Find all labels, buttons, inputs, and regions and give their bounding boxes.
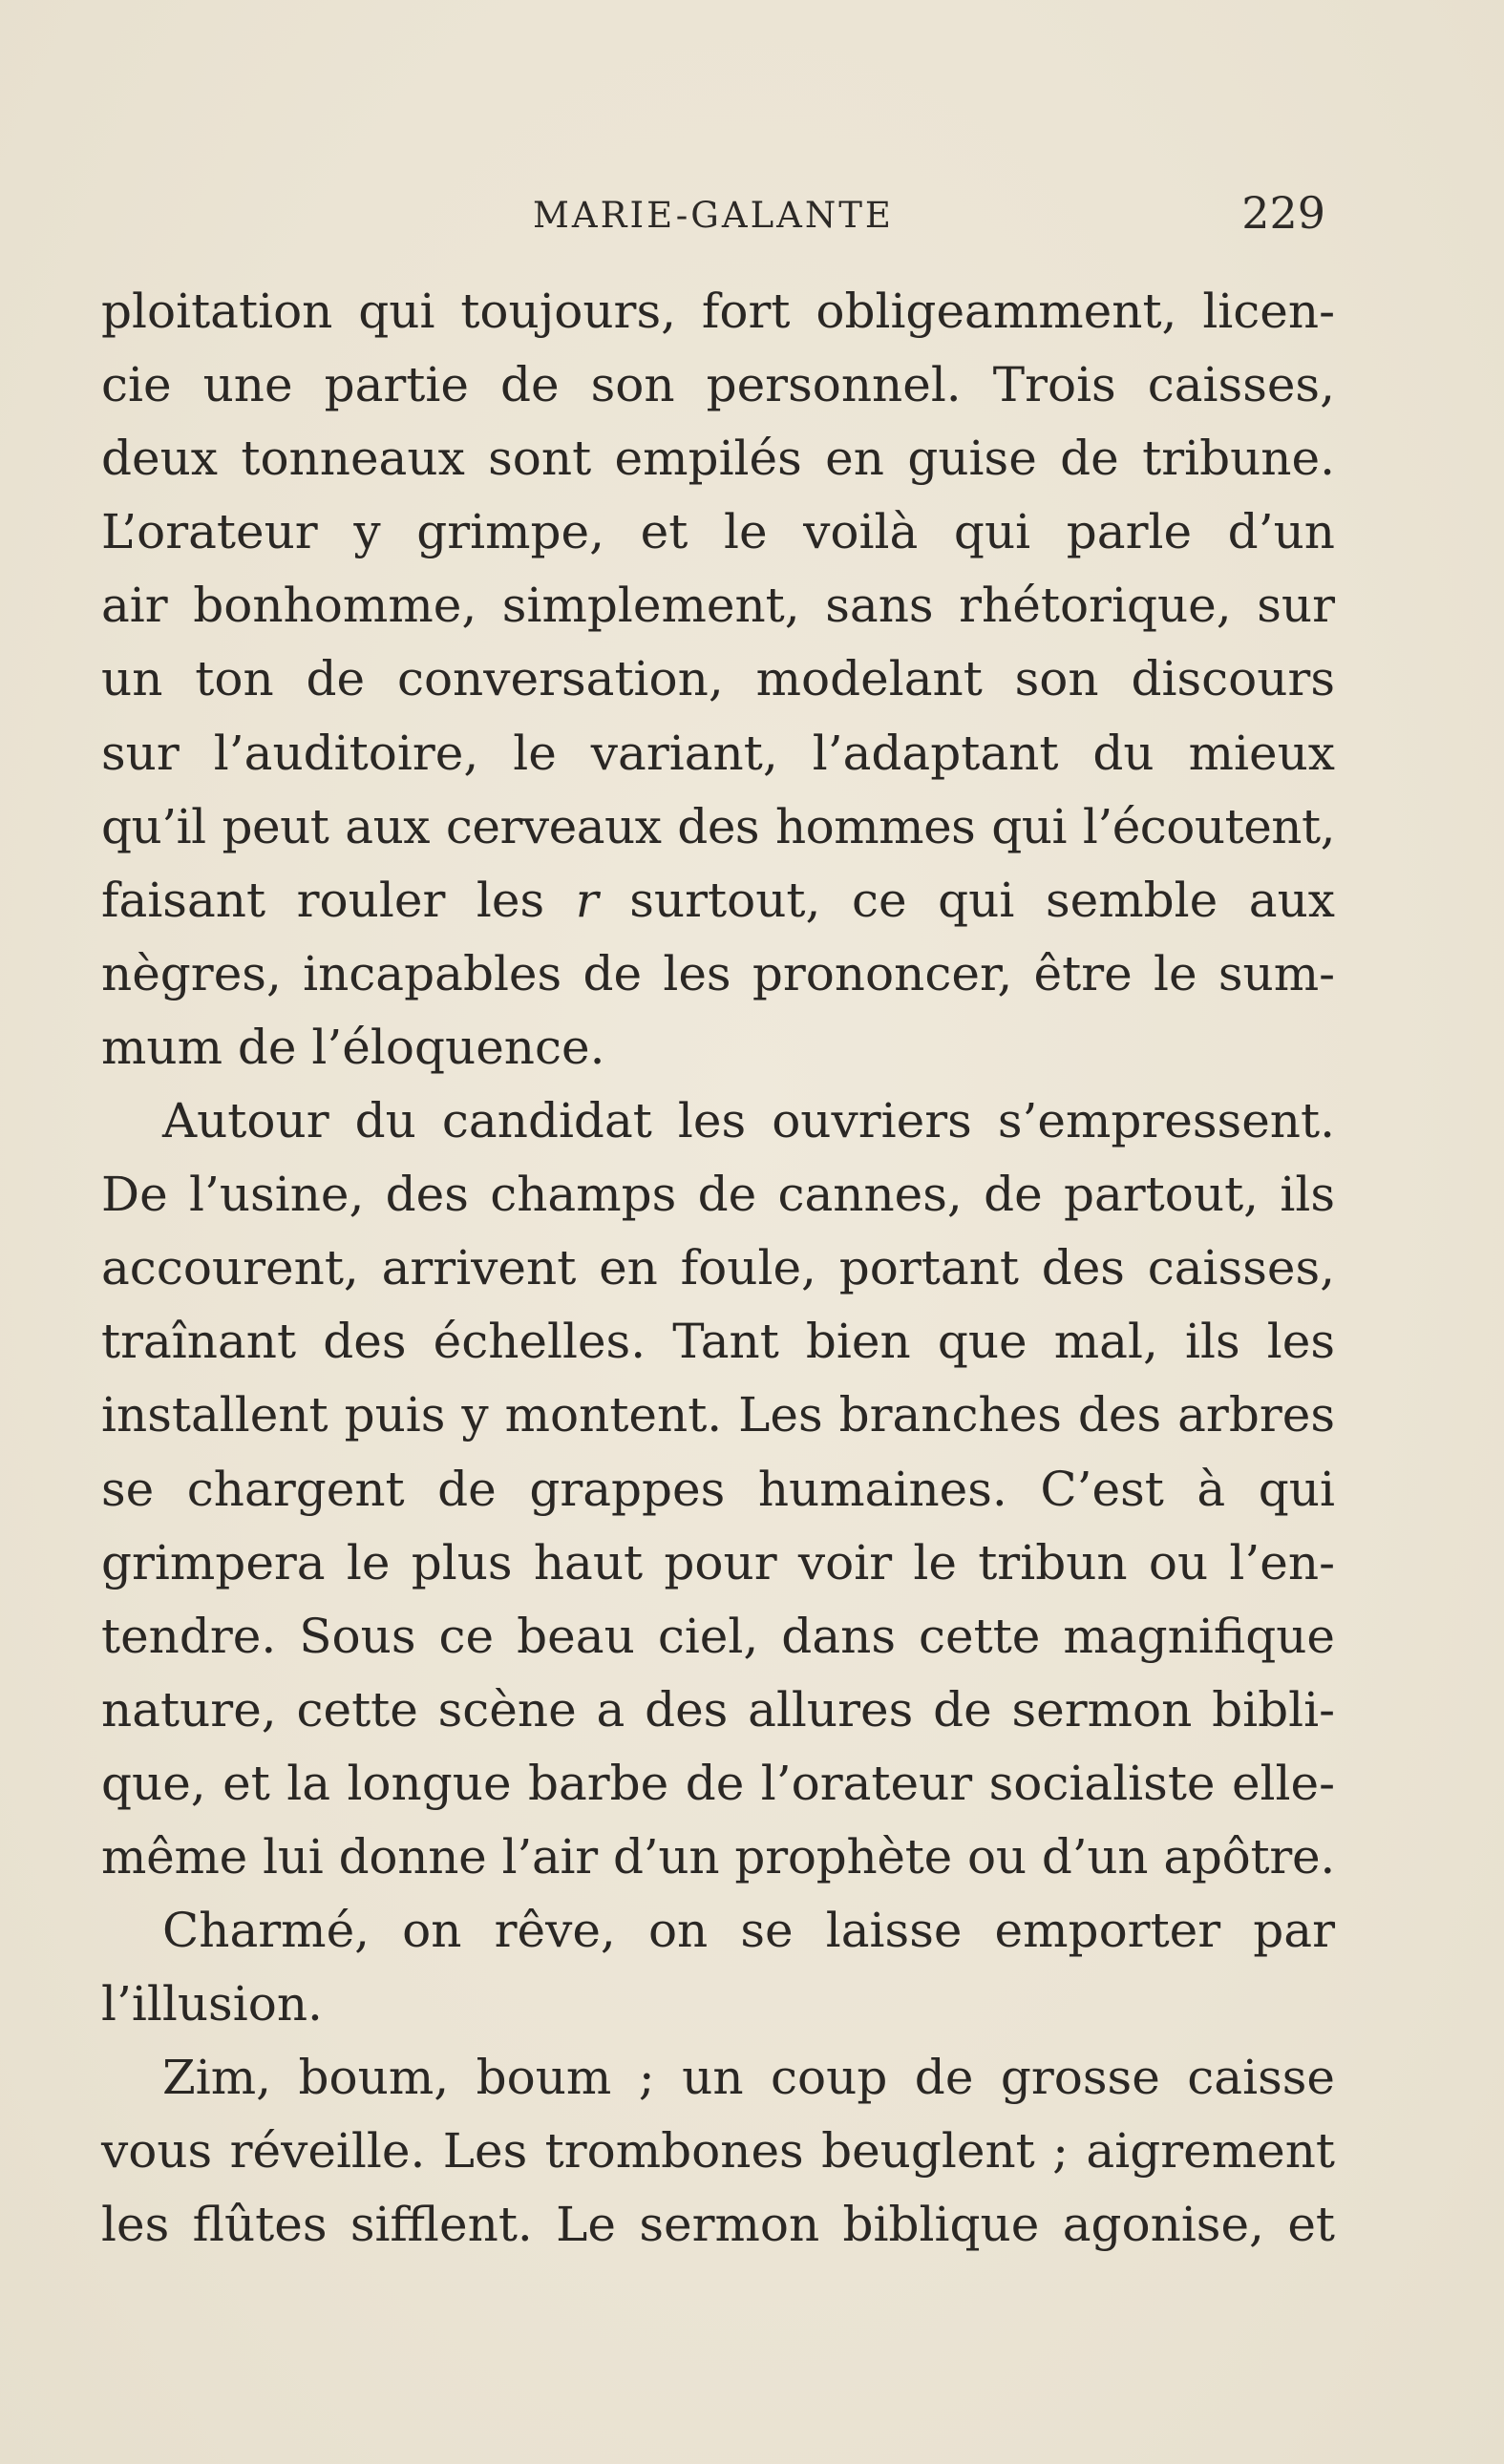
running-title: MARIE-GALANTE (533, 195, 894, 236)
text-line: cie une partie de son personnel. Trois caisses, (101, 357, 1335, 413)
text-line: air bonhomme, simplement, sans rhétorique, sur (101, 578, 1335, 634)
text-line: nature, cette scène a des allures de sermon bibli- (101, 1681, 1335, 1737)
text-line: que, et la longue barbe de l’orateur socialiste elle- (101, 1755, 1335, 1811)
text-line: sur l’auditoire, le variant, l’adaptant du mieux (101, 725, 1335, 781)
paragraph-first-line: Zim, boum, boum ; un coup de grosse caisse (162, 2050, 1335, 2106)
page-number: 229 (1241, 187, 1325, 239)
paragraph-first-line: Charmé, on rêve, on se laisse emporter par (162, 1903, 1335, 1959)
text-line: ploitation qui toujours, fort obligeamment, licen- (101, 284, 1335, 339)
paragraph-end-line: mum de l’éloquence. (101, 1019, 605, 1075)
text-line: De l’usine, des champs de cannes, de partout, ils (101, 1167, 1335, 1223)
text-line: se chargent de grappes humaines. C’est à qui (101, 1461, 1335, 1517)
text-line: deux tonneaux sont empilés en guise de tribune. (101, 431, 1335, 487)
text-line-with-italic (101, 864, 1335, 937)
text-line: installent puis y montent. Les branches des arbres (101, 1387, 1335, 1443)
text-line: vous réveille. Les trombones beuglent ; aigrement (101, 2123, 1335, 2180)
text-line: nègres, incapables de les prononcer, être le sum- (101, 945, 1335, 1001)
text-body (101, 275, 1335, 2263)
text-line: même lui donne l’air d’un prophète ou d’un apôtre. (101, 1828, 1335, 1885)
running-head (101, 187, 1325, 244)
text-line: un ton de conversation, modelant son discours (101, 651, 1335, 707)
text-line: les flûtes sifflent. Le sermon biblique agonise, et (101, 2197, 1335, 2253)
paragraph-first-line: Autour du candidat les ouvriers s’empressent. (162, 1093, 1335, 1149)
text-segment: surtout, ce qui semble aux (598, 872, 1335, 928)
text-line: L’orateur y grimpe, et le voilà qui parle d’un (101, 504, 1335, 560)
text-line: qu’il peut aux cerveaux des hommes qui l’écoutent, (101, 798, 1335, 854)
text-segment: faisant rouler les (101, 872, 545, 928)
italic-letter-r: r (575, 872, 599, 928)
text-line: traînant des échelles. Tant bien que mal, ils les (101, 1314, 1335, 1370)
paragraph-end-line: l’illusion. (101, 1976, 323, 2032)
text-line: tendre. Sous ce beau ciel, dans cette magnifique (101, 1608, 1335, 1664)
text-line: accourent, arrivent en foule, portant des caisses, (101, 1240, 1335, 1296)
text-line: grimpera le plus haut pour voir le tribun ou l’en- (101, 1534, 1335, 1590)
